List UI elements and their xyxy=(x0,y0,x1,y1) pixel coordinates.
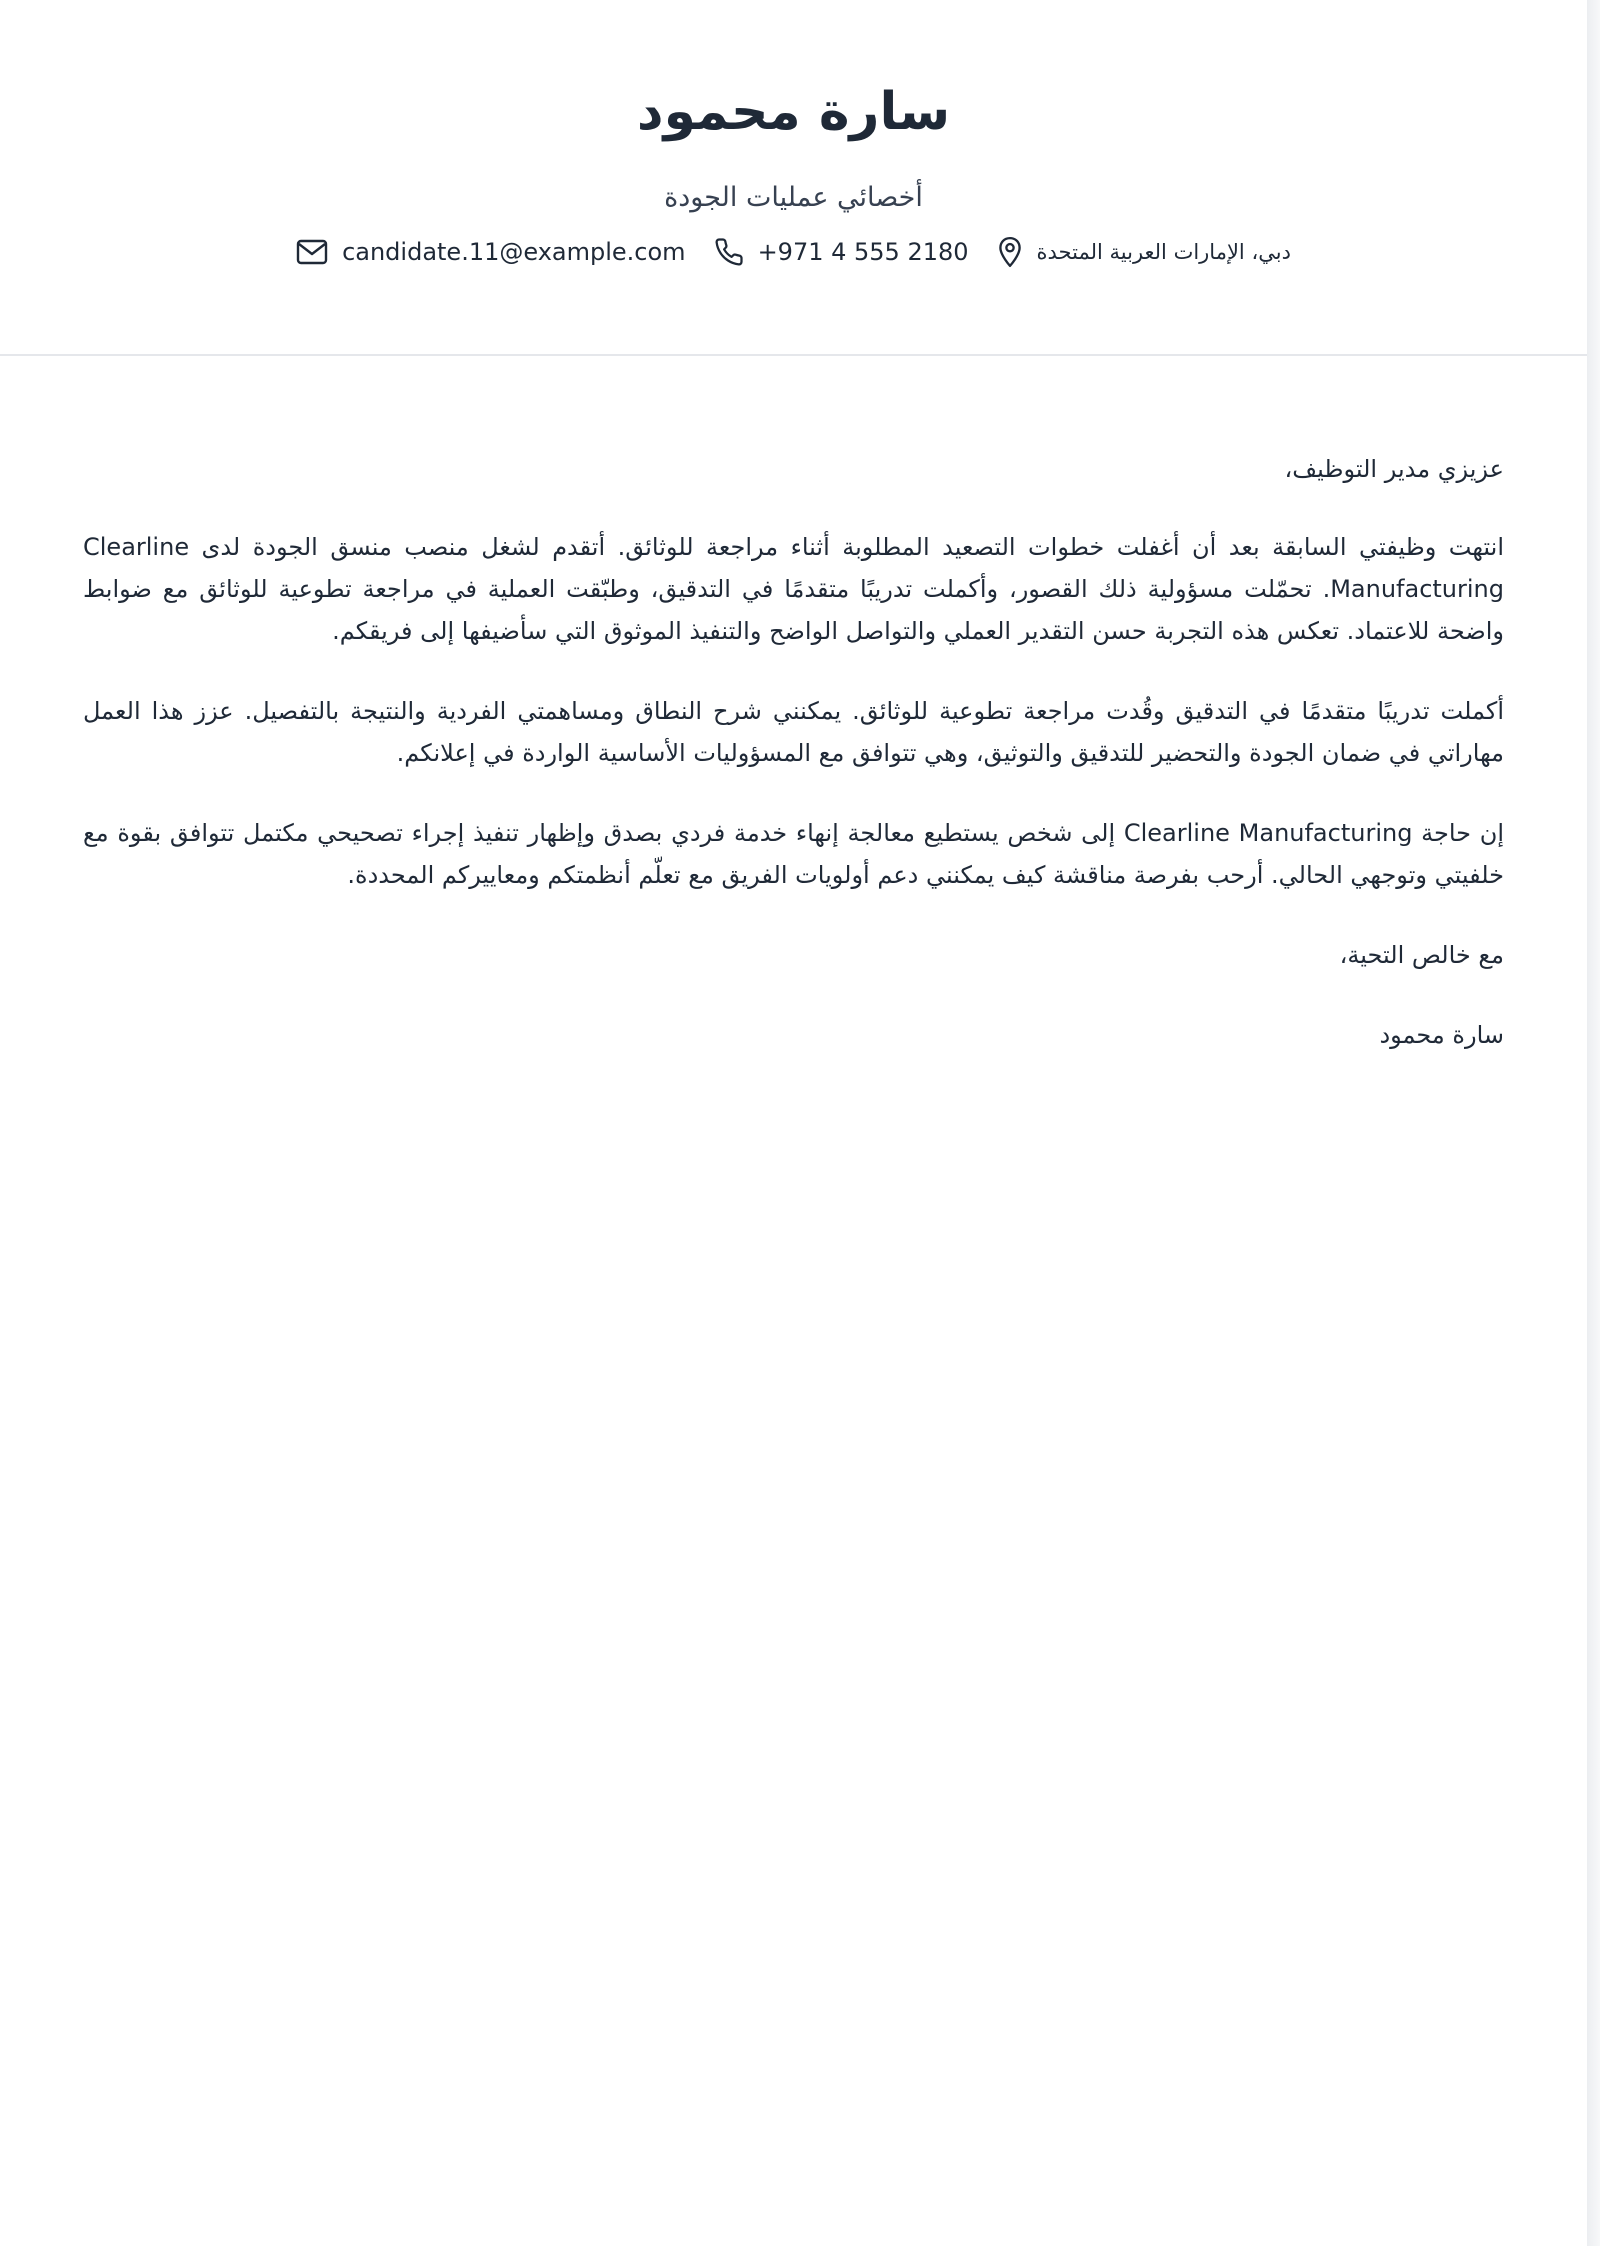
paragraph-2: أكملت تدريبًا متقدمًا في التدقيق وقُدت مراجعة تطوعية للوثائق. يمكنني شرح النطاق ومساهمتي الفردية والنتيجة بالتفصيل. عزز هذا العمل مهاراتي في ضمان الجودة والتحضير للتدقيق والتوثيق، وهي تتوافق مع المسؤوليات الأساسية الواردة في إعلانكم. xyxy=(83,697,1504,767)
phone-icon xyxy=(714,237,744,267)
contact-email[interactable] xyxy=(296,238,686,266)
map-pin-icon xyxy=(997,236,1023,268)
candidate-name: سارة محمود xyxy=(636,82,951,142)
paragraph-1: انتهت وظيفتي السابقة بعد أن أغفلت خطوات التصعيد المطلوبة أثناء مراجعة للوثائق. أتقدم لشغل منصب منسق الجودة لدى Clearline Manufacturing. تحمّلت مسؤولية ذلك القصور، وأكملت تدريبًا متقدمًا في التدقيق، وطبّقت العملية في مراجعة تطوعية للوثائق مع ضوابط واضحة للاعتماد. تعكس هذه التجربة حسن التقدير العملي والتواصل الواضح والتنفيذ الموثوق التي سأضيفها إلى فريقكم. xyxy=(83,533,1504,645)
email-text: candidate.11@example.com xyxy=(342,238,686,266)
letter-body xyxy=(83,448,1504,1094)
contact-info xyxy=(0,236,1587,268)
salutation: عزيزي مدير التوظيف، xyxy=(1284,455,1504,483)
closing: مع خالص التحية، xyxy=(1339,941,1504,969)
page-edge-shadow xyxy=(1587,0,1600,2246)
phone-text: +971 4 555 2180 xyxy=(757,238,969,266)
candidate-title: أخصائي عمليات الجودة xyxy=(664,182,923,213)
mail-icon xyxy=(296,239,328,265)
paragraph-3: إن حاجة Clearline Manufacturing إلى شخص يستطيع معالجة إنهاء خدمة فردي بصدق وإظهار تنفيذ إجراء تصحيحي مكتمل تتوافق بقوة مع خلفيتي وتوجهي الحالي. أرحب بفرصة مناقشة كيف يمكنني دعم أولويات الفريق مع تعلّم أنظمتكم ومعاييركم المحددة. xyxy=(83,819,1505,889)
location-text: دبي، الإمارات العربية المتحدة xyxy=(1036,240,1291,264)
contact-phone[interactable] xyxy=(714,237,969,267)
contact-location xyxy=(997,236,1291,268)
letter-header xyxy=(0,0,1587,356)
signature: سارة محمود xyxy=(1379,1021,1504,1049)
